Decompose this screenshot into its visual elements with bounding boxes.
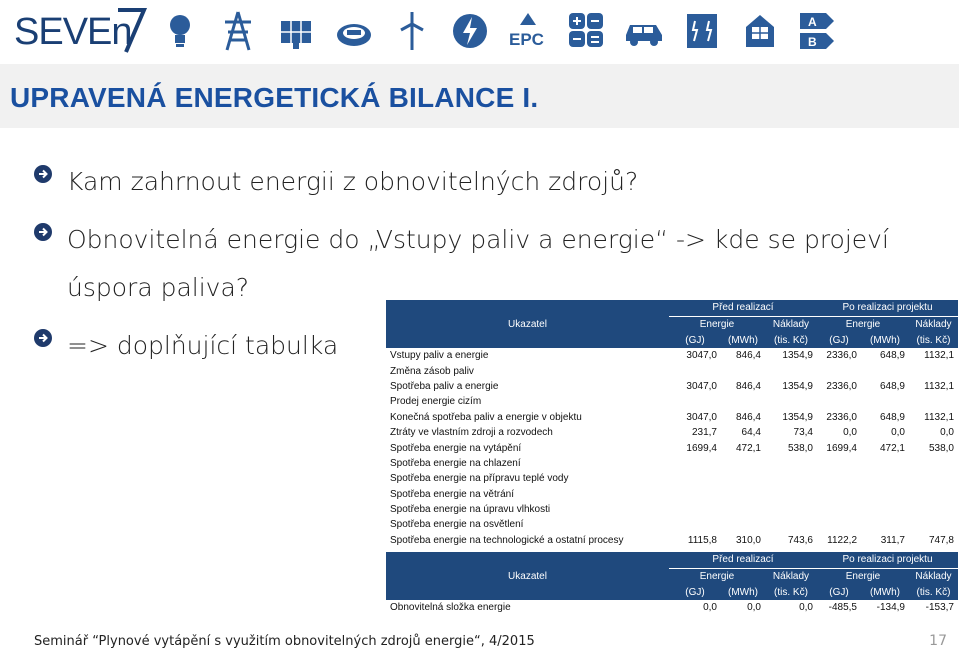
header-naklady: Náklady bbox=[765, 568, 817, 584]
lightning-icon bbox=[448, 9, 492, 53]
row-value bbox=[721, 502, 765, 517]
table-row bbox=[386, 517, 958, 532]
solar-panel-icon bbox=[274, 9, 318, 53]
row-value bbox=[669, 517, 721, 532]
header-ukazatel: Ukazatel bbox=[386, 300, 669, 348]
row-value bbox=[721, 363, 765, 378]
table-row bbox=[386, 425, 958, 440]
header-energie: Energie bbox=[669, 316, 765, 332]
header-group-before: Před realizací bbox=[669, 552, 817, 568]
row-value: -153,7 bbox=[925, 602, 954, 614]
row-value: 846,4 bbox=[735, 350, 761, 362]
bullet-item bbox=[34, 216, 894, 312]
table-row bbox=[386, 394, 958, 409]
row-value bbox=[669, 502, 721, 517]
row-label: Spotřeba energie na úpravu vlhkosti bbox=[390, 504, 551, 516]
row-label: Vstupy paliv a energie bbox=[390, 350, 489, 362]
row-value: 3047,0 bbox=[686, 380, 717, 392]
row-label: Spotřeba energie na chlazení bbox=[390, 457, 521, 469]
row-value bbox=[909, 456, 958, 471]
row-value bbox=[721, 456, 765, 471]
row-value: 1354,9 bbox=[782, 350, 813, 362]
footer-text: Seminář “Plynové vytápění s využitím obnovitelných zdrojů energie“, 4/2015 bbox=[34, 634, 535, 649]
row-value: 64,4 bbox=[741, 427, 761, 439]
row-value bbox=[721, 471, 765, 486]
row-value: 747,8 bbox=[928, 534, 954, 546]
table-row bbox=[386, 348, 958, 363]
bullet-text: Obnovitelná energie do „Vstupy paliv a energie“ -> kde se projeví úspora paliva? bbox=[67, 225, 889, 302]
unit-cell: (MWh) bbox=[861, 332, 909, 348]
row-value bbox=[765, 502, 817, 517]
row-value: 0,0 bbox=[843, 427, 857, 439]
wind-turbine-icon bbox=[390, 9, 434, 53]
row-label: Konečná spotřeba paliv a energie v objektu bbox=[390, 411, 582, 423]
row-value bbox=[861, 471, 909, 486]
bullet-item bbox=[34, 322, 338, 370]
table-row bbox=[386, 410, 958, 425]
row-value bbox=[765, 471, 817, 486]
row-value: 472,1 bbox=[735, 442, 761, 454]
table-row bbox=[386, 502, 958, 517]
seven-logo bbox=[14, 4, 132, 54]
unit-cell: (MWh) bbox=[861, 584, 909, 600]
unit-cell: (tis. Kč) bbox=[909, 332, 958, 348]
table-row bbox=[386, 379, 958, 394]
row-value: 310,0 bbox=[735, 534, 761, 546]
row-label: Spotřeba energie na větrání bbox=[390, 488, 514, 500]
unit-cell: (MWh) bbox=[721, 584, 765, 600]
row-value: 538,0 bbox=[787, 442, 813, 454]
row-value: 846,4 bbox=[735, 380, 761, 392]
svg-text:A: A bbox=[808, 15, 817, 29]
row-value: 0,0 bbox=[747, 602, 761, 614]
row-value: 472,1 bbox=[879, 442, 905, 454]
row-value bbox=[669, 363, 721, 378]
row-label: Spotřeba paliv a energie bbox=[390, 380, 499, 392]
row-value bbox=[817, 363, 861, 378]
row-value: 538,0 bbox=[928, 442, 954, 454]
page-number: 17 bbox=[929, 633, 947, 649]
unit-cell: (GJ) bbox=[817, 584, 861, 600]
row-value bbox=[765, 394, 817, 409]
row-value bbox=[669, 456, 721, 471]
bullet-item bbox=[34, 158, 638, 206]
header-energie: Energie bbox=[817, 568, 909, 584]
arrow-bullet-icon bbox=[34, 223, 52, 241]
header-energie: Energie bbox=[817, 316, 909, 332]
row-label: Spotřeba energie na technologické a ostatní procesy bbox=[390, 534, 624, 546]
row-value bbox=[909, 363, 958, 378]
row-label: Ztráty ve vlastním zdroji a rozvodech bbox=[390, 427, 553, 439]
svg-text:EPC: EPC bbox=[509, 30, 544, 49]
arrow-bullet-icon bbox=[34, 165, 52, 183]
header-group-after: Po realizaci projektu bbox=[817, 552, 958, 568]
row-value: 1115,8 bbox=[687, 534, 717, 546]
renewable-summary-table bbox=[386, 552, 958, 615]
row-value bbox=[817, 487, 861, 502]
row-value bbox=[817, 394, 861, 409]
row-value bbox=[721, 394, 765, 409]
row-value bbox=[817, 502, 861, 517]
row-value: 648,9 bbox=[879, 350, 905, 362]
energy-balance-table bbox=[386, 300, 958, 548]
header-group-before: Před realizací bbox=[669, 300, 817, 316]
row-value bbox=[909, 487, 958, 502]
energy-label-icon bbox=[796, 9, 840, 53]
table-row bbox=[386, 487, 958, 502]
row-value: 2336,0 bbox=[826, 380, 857, 392]
row-value: 648,9 bbox=[879, 380, 905, 392]
calculator-icon bbox=[564, 9, 608, 53]
row-value: 73,4 bbox=[793, 427, 813, 439]
electric-car-icon bbox=[622, 9, 666, 53]
header-icon-strip bbox=[158, 6, 840, 56]
row-value: 3047,0 bbox=[686, 411, 717, 423]
row-value bbox=[669, 487, 721, 502]
row-value bbox=[861, 502, 909, 517]
header-bar bbox=[0, 0, 959, 64]
table-row bbox=[386, 440, 958, 455]
row-value bbox=[721, 517, 765, 532]
table-row bbox=[386, 363, 958, 378]
row-value bbox=[817, 517, 861, 532]
header-ukazatel: Ukazatel bbox=[386, 552, 669, 600]
unit-cell: (tis. Kč) bbox=[909, 584, 958, 600]
energy-gauge-icon bbox=[332, 9, 376, 53]
table-row bbox=[386, 471, 958, 486]
row-value bbox=[765, 487, 817, 502]
unit-cell: (MWh) bbox=[721, 332, 765, 348]
row-value bbox=[861, 394, 909, 409]
row-value bbox=[861, 487, 909, 502]
header-group-after: Po realizaci projektu bbox=[817, 300, 958, 316]
row-value: 0,0 bbox=[703, 602, 717, 614]
unit-cell: (GJ) bbox=[817, 332, 861, 348]
unit-cell: (tis. Kč) bbox=[765, 332, 817, 348]
row-value bbox=[909, 502, 958, 517]
epc-icon bbox=[506, 9, 550, 53]
row-value: 3047,0 bbox=[686, 350, 717, 362]
row-value bbox=[721, 487, 765, 502]
unit-cell: (tis. Kč) bbox=[765, 584, 817, 600]
row-value bbox=[909, 517, 958, 532]
row-value: 231,7 bbox=[691, 427, 717, 439]
row-value: 1132,1 bbox=[924, 411, 954, 423]
header-naklady: Náklady bbox=[765, 316, 817, 332]
table-row bbox=[386, 600, 958, 615]
table-row bbox=[386, 456, 958, 471]
row-value: 2336,0 bbox=[826, 350, 857, 362]
row-value: 1354,9 bbox=[782, 380, 813, 392]
row-value: 743,6 bbox=[787, 534, 813, 546]
row-label: Spotřeba energie na vytápění bbox=[390, 442, 522, 454]
row-value bbox=[861, 363, 909, 378]
row-value: 311,7 bbox=[880, 534, 905, 546]
row-value bbox=[861, 517, 909, 532]
header-energie: Energie bbox=[669, 568, 765, 584]
row-value: 1354,9 bbox=[782, 411, 813, 423]
row-value: 2336,0 bbox=[826, 411, 857, 423]
row-label: Obnovitelná složka energie bbox=[390, 602, 511, 614]
unit-cell: (GJ) bbox=[669, 332, 721, 348]
power-pylon-icon bbox=[216, 9, 260, 53]
table-header-row bbox=[386, 552, 958, 568]
row-value: 1699,4 bbox=[826, 442, 857, 454]
row-value: 0,0 bbox=[799, 602, 813, 614]
row-label: Prodej energie cizím bbox=[390, 396, 482, 408]
row-value: 0,0 bbox=[940, 427, 954, 439]
circuit-panel-icon bbox=[680, 9, 724, 53]
row-label: Změna zásob paliv bbox=[390, 365, 474, 377]
table-body bbox=[386, 348, 958, 548]
lightbulb-icon bbox=[158, 9, 202, 53]
row-value bbox=[861, 456, 909, 471]
row-value: -485,5 bbox=[828, 602, 857, 614]
table-row bbox=[386, 533, 958, 548]
table-header-row bbox=[386, 300, 958, 316]
row-value bbox=[817, 471, 861, 486]
row-value: 846,4 bbox=[735, 411, 761, 423]
row-value bbox=[669, 394, 721, 409]
row-value bbox=[817, 456, 861, 471]
header-naklady: Náklady bbox=[909, 316, 958, 332]
header-naklady: Náklady bbox=[909, 568, 958, 584]
row-value: 0,0 bbox=[891, 427, 905, 439]
row-value bbox=[909, 394, 958, 409]
page-title: UPRAVENÁ ENERGETICKÁ BILANCE I. bbox=[10, 82, 539, 113]
row-value bbox=[669, 471, 721, 486]
row-value: -134,9 bbox=[876, 602, 905, 614]
row-value: 1132,1 bbox=[924, 350, 954, 362]
row-value bbox=[765, 363, 817, 378]
bullet-text: => doplňující tabulka bbox=[67, 331, 339, 360]
row-value: 1132,1 bbox=[924, 380, 954, 392]
row-value: 1699,4 bbox=[686, 442, 717, 454]
solar-house-icon bbox=[738, 9, 782, 53]
bullet-text: Kam zahrnout energii z obnovitelných zdrojů? bbox=[67, 167, 639, 196]
row-value bbox=[765, 517, 817, 532]
arrow-bullet-icon bbox=[34, 329, 52, 347]
svg-text:B: B bbox=[808, 35, 817, 49]
row-value bbox=[909, 471, 958, 486]
row-value: 648,9 bbox=[879, 411, 905, 423]
row-value bbox=[765, 456, 817, 471]
title-band bbox=[0, 64, 959, 128]
row-value: 1122,2 bbox=[827, 534, 857, 546]
row-label: Spotřeba energie na přípravu teplé vody bbox=[390, 473, 569, 485]
unit-cell: (GJ) bbox=[669, 584, 721, 600]
row-label: Spotřeba energie na osvětlení bbox=[390, 519, 524, 531]
logo-seven-mark bbox=[114, 4, 150, 56]
logo-text: SEVEn bbox=[14, 11, 132, 53]
